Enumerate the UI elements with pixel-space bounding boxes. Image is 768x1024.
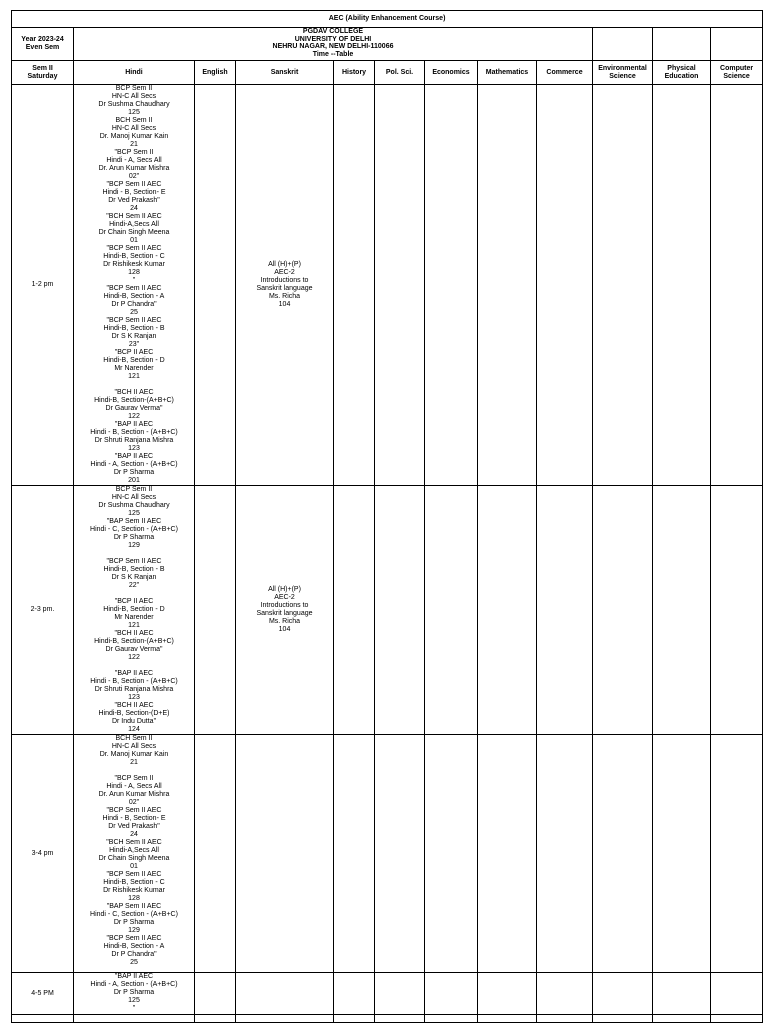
- empty-cell: [195, 1015, 236, 1023]
- empty-cell: [593, 1015, 653, 1023]
- timetable-title: AEC (Ability Enhancement Course): [12, 11, 763, 28]
- empty-cell: [425, 735, 478, 973]
- empty-cell: [711, 1015, 763, 1023]
- empty-cell: [425, 973, 478, 1015]
- empty-cell: [195, 85, 236, 486]
- empty-cell: [334, 735, 375, 973]
- empty-cell: [711, 486, 763, 735]
- empty-cell: [653, 1015, 711, 1023]
- empty-cell: [537, 85, 593, 486]
- col-cs: Computer Science: [711, 61, 763, 85]
- empty-cell: [593, 85, 653, 486]
- empty-cell: [537, 735, 593, 973]
- empty-cell: [478, 85, 537, 486]
- empty-cell: [653, 85, 711, 486]
- empty-cell: [653, 28, 711, 61]
- table-row: [12, 486, 763, 735]
- hindi-cell: BCP Sem II HN-C All Secs Dr Sushma Chaudhary 125 BCH Sem II HN-C All Secs Dr. Manoj Kumar Kain 21 "BCP Sem II Hindi - A, Secs All Dr. Arun Kumar Mishra 02" "BCP Sem II AEC Hindi - B, Section- E Dr Ved Prakash" 24 "BCH Sem II AEC Hindi-A,Secs All Dr Chain Singh Meena 01 "BCP Sem II AEC Hindi-B, Section - C Dr Rishikesk Kumar 128 " "BCP Sem II AEC Hindi-B, Section - A Dr P Chandra" 25 "BCP Sem II AEC Hindi-B, Section - B Dr S K Ranjan 23" "BCP II AEC Hindi-B, Section - D Mr Narender 121 "BCH II AEC Hindi-B, Section-(A+B+C) Dr Gaurav Verma" 122 "BAP II AEC Hindi - B, Section - (A+B+C) Dr Shruti Ranjana Mishra 123 "BAP II AEC Hindi - A, Section - (A+B+C) Dr P Sharma 201: [74, 85, 195, 486]
- col-history: History: [334, 61, 375, 85]
- time-slot: 3-4 pm: [12, 735, 74, 973]
- empty-cell: [195, 973, 236, 1015]
- empty-cell: [195, 486, 236, 735]
- empty-cell: [375, 735, 425, 973]
- sanskrit-cell: [236, 973, 334, 1015]
- empty-cell: [425, 486, 478, 735]
- empty-cell: [375, 486, 425, 735]
- year-label: Year 2023-24 Even Sem: [12, 28, 74, 61]
- empty-cell: [711, 28, 763, 61]
- table-row: [12, 735, 763, 973]
- col-sanskrit: Sanskrit: [236, 61, 334, 85]
- empty-cell: [653, 735, 711, 973]
- table-row: [12, 973, 763, 1015]
- empty-cell: [195, 735, 236, 973]
- empty-cell: [653, 486, 711, 735]
- empty-cell: [537, 486, 593, 735]
- empty-cell: [537, 1015, 593, 1023]
- time-slot: 4-5 PM: [12, 973, 74, 1015]
- empty-cell: [478, 486, 537, 735]
- empty-cell: [74, 1015, 195, 1023]
- col-pe: Physical Education: [653, 61, 711, 85]
- table-row: [12, 85, 763, 486]
- table-row: [12, 1015, 763, 1023]
- col-commerce: Commerce: [537, 61, 593, 85]
- college-row: [12, 28, 763, 61]
- title-row: [12, 11, 763, 28]
- sanskrit-cell: All (H)+(P) AEC-2 Introductions to Sanskrit language Ms. Richa 104: [236, 85, 334, 486]
- empty-cell: [334, 486, 375, 735]
- empty-cell: [12, 1015, 74, 1023]
- empty-cell: [711, 85, 763, 486]
- sem-label: Sem II Saturday: [12, 61, 74, 85]
- empty-cell: [334, 85, 375, 486]
- empty-cell: [593, 735, 653, 973]
- college-info: PGDAV COLLEGE UNIVERSITY OF DELHI NEHRU NAGAR, NEW DELHI-110066 Time --Table: [74, 28, 593, 61]
- empty-cell: [593, 973, 653, 1015]
- empty-cell: [334, 1015, 375, 1023]
- timetable: [11, 10, 763, 1023]
- hindi-cell: BCH Sem II HN-C All Secs Dr. Manoj Kumar Kain 21 "BCP Sem II Hindi - A, Secs All Dr. Arun Kumar Mishra 02" "BCP Sem II AEC Hindi - B, Section- E Dr Ved Prakash" 24 "BCH Sem II AEC Hindi-A,Secs All Dr Chain Singh Meena 01 "BCP Sem II AEC Hindi-B, Section - C Dr Rishikesk Kumar 128 "BAP Sem II AEC Hindi - C, Section - (A+B+C) Dr P Sharma 129 "BCP Sem II AEC Hindi-B, Section - A Dr P Chandra" 25: [74, 735, 195, 973]
- empty-cell: [478, 1015, 537, 1023]
- empty-cell: [593, 486, 653, 735]
- empty-cell: [711, 973, 763, 1015]
- empty-cell: [478, 973, 537, 1015]
- empty-cell: [375, 973, 425, 1015]
- sanskrit-cell: [236, 735, 334, 973]
- time-slot: 2-3 pm.: [12, 486, 74, 735]
- empty-cell: [478, 735, 537, 973]
- sanskrit-cell: All (H)+(P) AEC-2 Introductions to Sanskrit language Ms. Richa 104: [236, 486, 334, 735]
- col-economics: Economics: [425, 61, 478, 85]
- hindi-cell: "BAP II AEC Hindi - A, Section - (A+B+C) Dr P Sharma 125 ": [74, 973, 195, 1015]
- empty-cell: [653, 973, 711, 1015]
- col-mathematics: Mathematics: [478, 61, 537, 85]
- empty-cell: [537, 973, 593, 1015]
- empty-cell: [375, 1015, 425, 1023]
- col-hindi: Hindi: [74, 61, 195, 85]
- empty-cell: [711, 735, 763, 973]
- col-evs: Environmental Science: [593, 61, 653, 85]
- hindi-cell: BCP Sem II HN-C All Secs Dr Sushma Chaudhary 125 "BAP Sem II AEC Hindi - C, Section - (A+B+C) Dr P Sharma 129 "BCP Sem II AEC Hindi-B, Section - B Dr S K Ranjan 22" "BCP II AEC Hindi-B, Section - D Mr Narender 121 "BCH II AEC Hindi-B, Section-(A+B+C) Dr Gaurav Verma" 122 "BAP II AEC Hindi - B, Section - (A+B+C) Dr Shruti Ranjana Mishra 123 "BCH II AEC Hindi-B, Section-(D+E) Dr Indu Dutta" 124: [74, 486, 195, 735]
- col-english: English: [195, 61, 236, 85]
- col-polsci: Pol. Sci.: [375, 61, 425, 85]
- empty-cell: [334, 973, 375, 1015]
- empty-cell: [425, 1015, 478, 1023]
- empty-cell: [593, 28, 653, 61]
- empty-cell: [425, 85, 478, 486]
- time-slot: 1-2 pm: [12, 85, 74, 486]
- empty-cell: [236, 1015, 334, 1023]
- empty-cell: [375, 85, 425, 486]
- header-row: [12, 61, 763, 85]
